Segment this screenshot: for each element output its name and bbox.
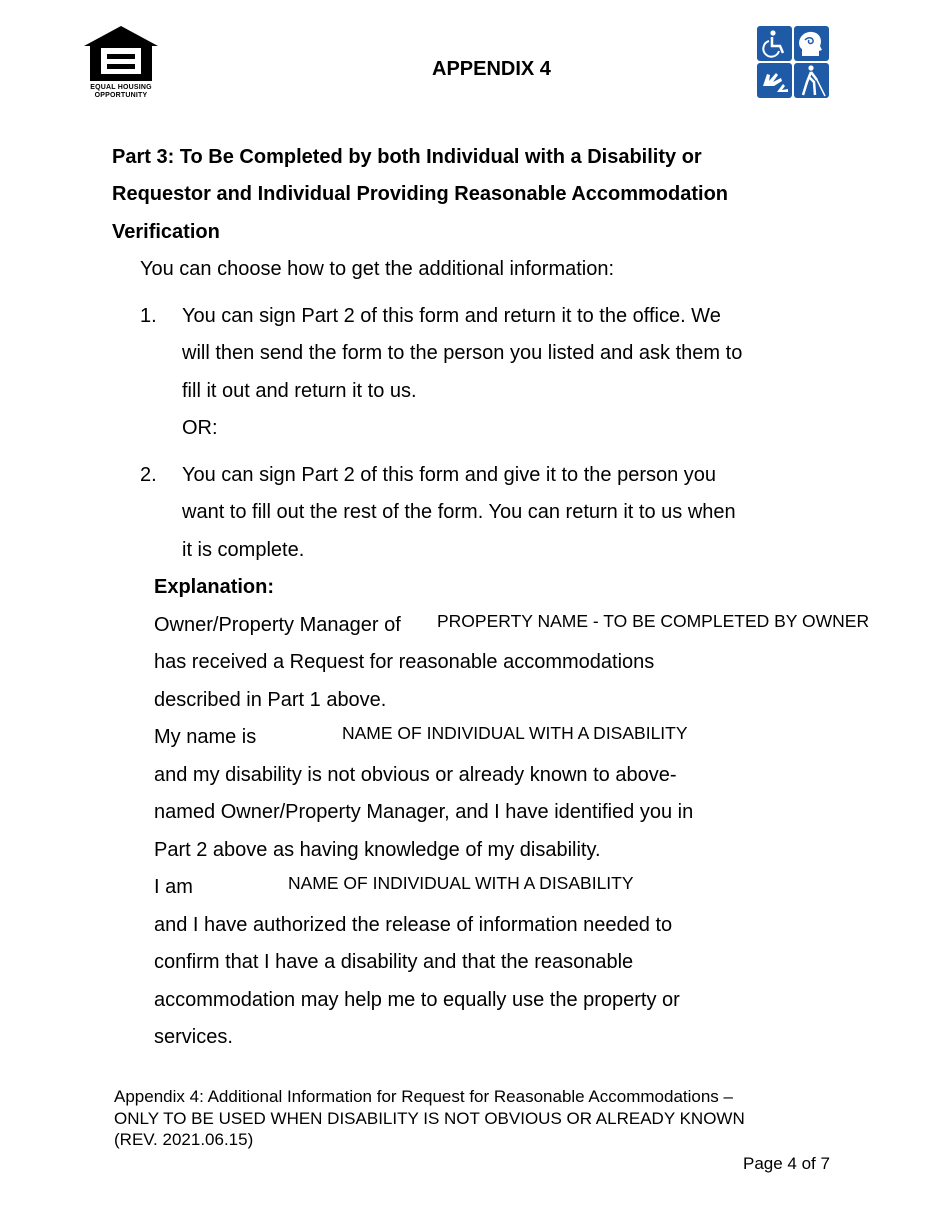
owner-prefix: Owner/Property Manager of <box>154 614 401 636</box>
part3-intro: You can choose how to get the additional information: <box>140 258 615 280</box>
part3-heading-line-2: Requestor and Individual Providing Reasonable Accommodation <box>112 183 729 205</box>
explanation-line: confirm that I have a disability and that the reasonable <box>154 951 634 973</box>
list-item-line: You can sign Part 2 of this form and give it to the person you <box>182 464 717 486</box>
footer-line: ONLY TO BE USED WHEN DISABILITY IS NOT OBVIOUS OR ALREADY KNOWN <box>114 1109 745 1128</box>
iam-prefix: I am <box>154 876 193 898</box>
name-prefix: My name is <box>154 726 257 748</box>
explanation-line: named Owner/Property Manager, and I have identified you in <box>154 801 694 823</box>
explanation-line: and I have authorized the release of information needed to <box>154 914 673 936</box>
explanation-line: Part 2 above as having knowledge of my disability. <box>154 839 601 861</box>
footer-line: Appendix 4: Additional Information for Request for Reasonable Accommodations – <box>114 1087 733 1106</box>
page-number: Page 4 of 7 <box>743 1154 830 1173</box>
explanation-line: services. <box>154 1026 233 1048</box>
part3-heading-line-1: Part 3: To Be Completed by both Individual with a Disability or <box>112 146 702 168</box>
explanation-line: has received a Request for reasonable accommodations <box>154 651 655 673</box>
iam-name-field[interactable]: NAME OF INDIVIDUAL WITH A DISABILITY <box>288 873 634 893</box>
footer-line: (REV. 2021.06.15) <box>114 1130 254 1149</box>
list-item-line: OR: <box>182 417 218 439</box>
list-item-line: You can sign Part 2 of this form and return it to the office. We <box>182 305 721 327</box>
list-item-number: 1. <box>140 305 157 327</box>
list-item-line: want to fill out the rest of the form. You can return it to us when <box>182 501 736 523</box>
page-title: APPENDIX 4 <box>432 58 551 80</box>
equal-housing-logo <box>82 24 160 100</box>
explanation-heading: Explanation: <box>154 576 275 598</box>
list-item-line: it is complete. <box>182 539 305 561</box>
explanation-line: described in Part 1 above. <box>154 689 387 711</box>
accessibility-logo <box>757 26 829 98</box>
list-item-line: fill it out and return it to us. <box>182 380 417 402</box>
equal-housing-icon <box>82 24 160 84</box>
property-name-field[interactable]: PROPERTY NAME - TO BE COMPLETED BY OWNER <box>437 611 870 631</box>
explanation-line: and my disability is not obvious or already known to above- <box>154 764 677 786</box>
list-item-line: will then send the form to the person you listed and ask them to <box>182 342 743 364</box>
part3-heading-line-3: Verification <box>112 221 220 243</box>
sign-language-icon <box>757 63 792 98</box>
list-item-number: 2. <box>140 464 157 486</box>
individual-name-field[interactable]: NAME OF INDIVIDUAL WITH A DISABILITY <box>342 723 688 743</box>
explanation-line: accommodation may help me to equally use the property or <box>154 989 680 1011</box>
equal-housing-caption: EQUAL HOUSING OPPORTUNITY <box>90 84 152 99</box>
